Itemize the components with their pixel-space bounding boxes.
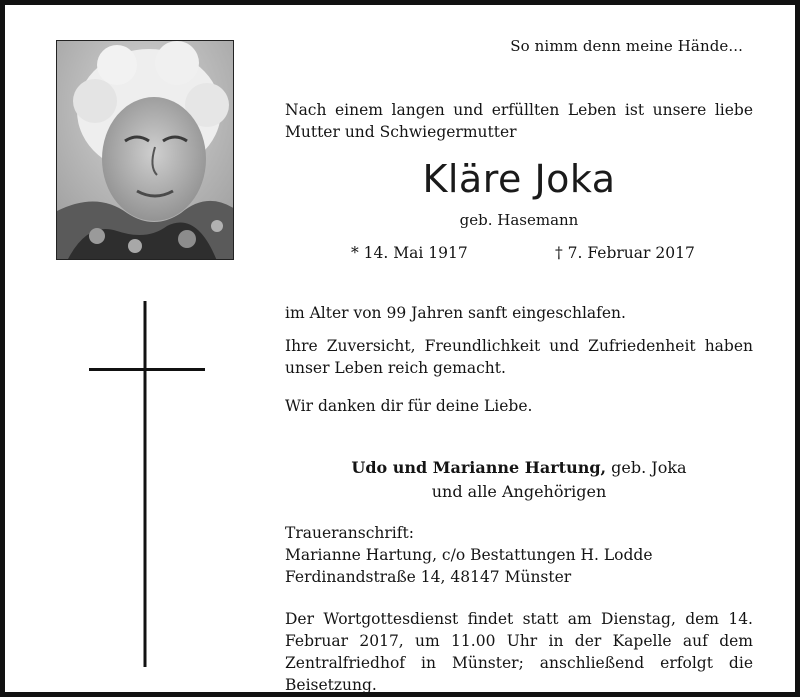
mourners: [285, 456, 753, 504]
birth-date: * 14. Mai 1917: [351, 244, 468, 262]
address-label: Traueranschrift:: [285, 524, 414, 542]
birth-name: geb. Hasemann: [459, 211, 579, 229]
intro-text: Nach einem langen und erfüllten Leben ist unsere liebe Mutter und Schwiegermutter: [285, 101, 753, 141]
address-line-2: Ferdinandstraße 14, 48147 Münster: [285, 568, 572, 586]
age-text: im Alter von 99 Jahren sanft eingeschlafen.: [285, 304, 626, 322]
portrait-image: [57, 41, 234, 260]
address-line-1: Marianne Hartung, c/o Bestattungen H. Lodde: [285, 546, 653, 564]
mourners-names: Udo und Marianne Hartung,: [351, 458, 607, 477]
thanks-text: Wir danken dir für deine Liebe.: [285, 397, 533, 415]
motto: So nimm denn meine Hände...: [510, 37, 743, 55]
deceased-name: Kläre Joka: [422, 157, 616, 201]
mourners-suffix: geb. Joka: [606, 458, 687, 477]
mourning-address: [285, 522, 753, 588]
tribute-text: Ihre Zuversicht, Freundlichkeit und Zufriedenheit haben unser Leben reich gemacht.: [285, 337, 753, 377]
mourners-others: und alle Angehörigen: [431, 482, 607, 501]
service-text: Der Wortgottesdienst findet statt am Dienstag, dem 14. Februar 2017, um 11.00 Uhr in der Kapelle auf dem Zentralfriedhof in Münster; anschließend erfolgt die Beisetzung.: [285, 610, 753, 694]
cross-icon: [89, 301, 205, 669]
mourners-line: [285, 456, 753, 480]
portrait-photo: [56, 40, 234, 260]
death-date: † 7. Februar 2017: [555, 244, 695, 262]
